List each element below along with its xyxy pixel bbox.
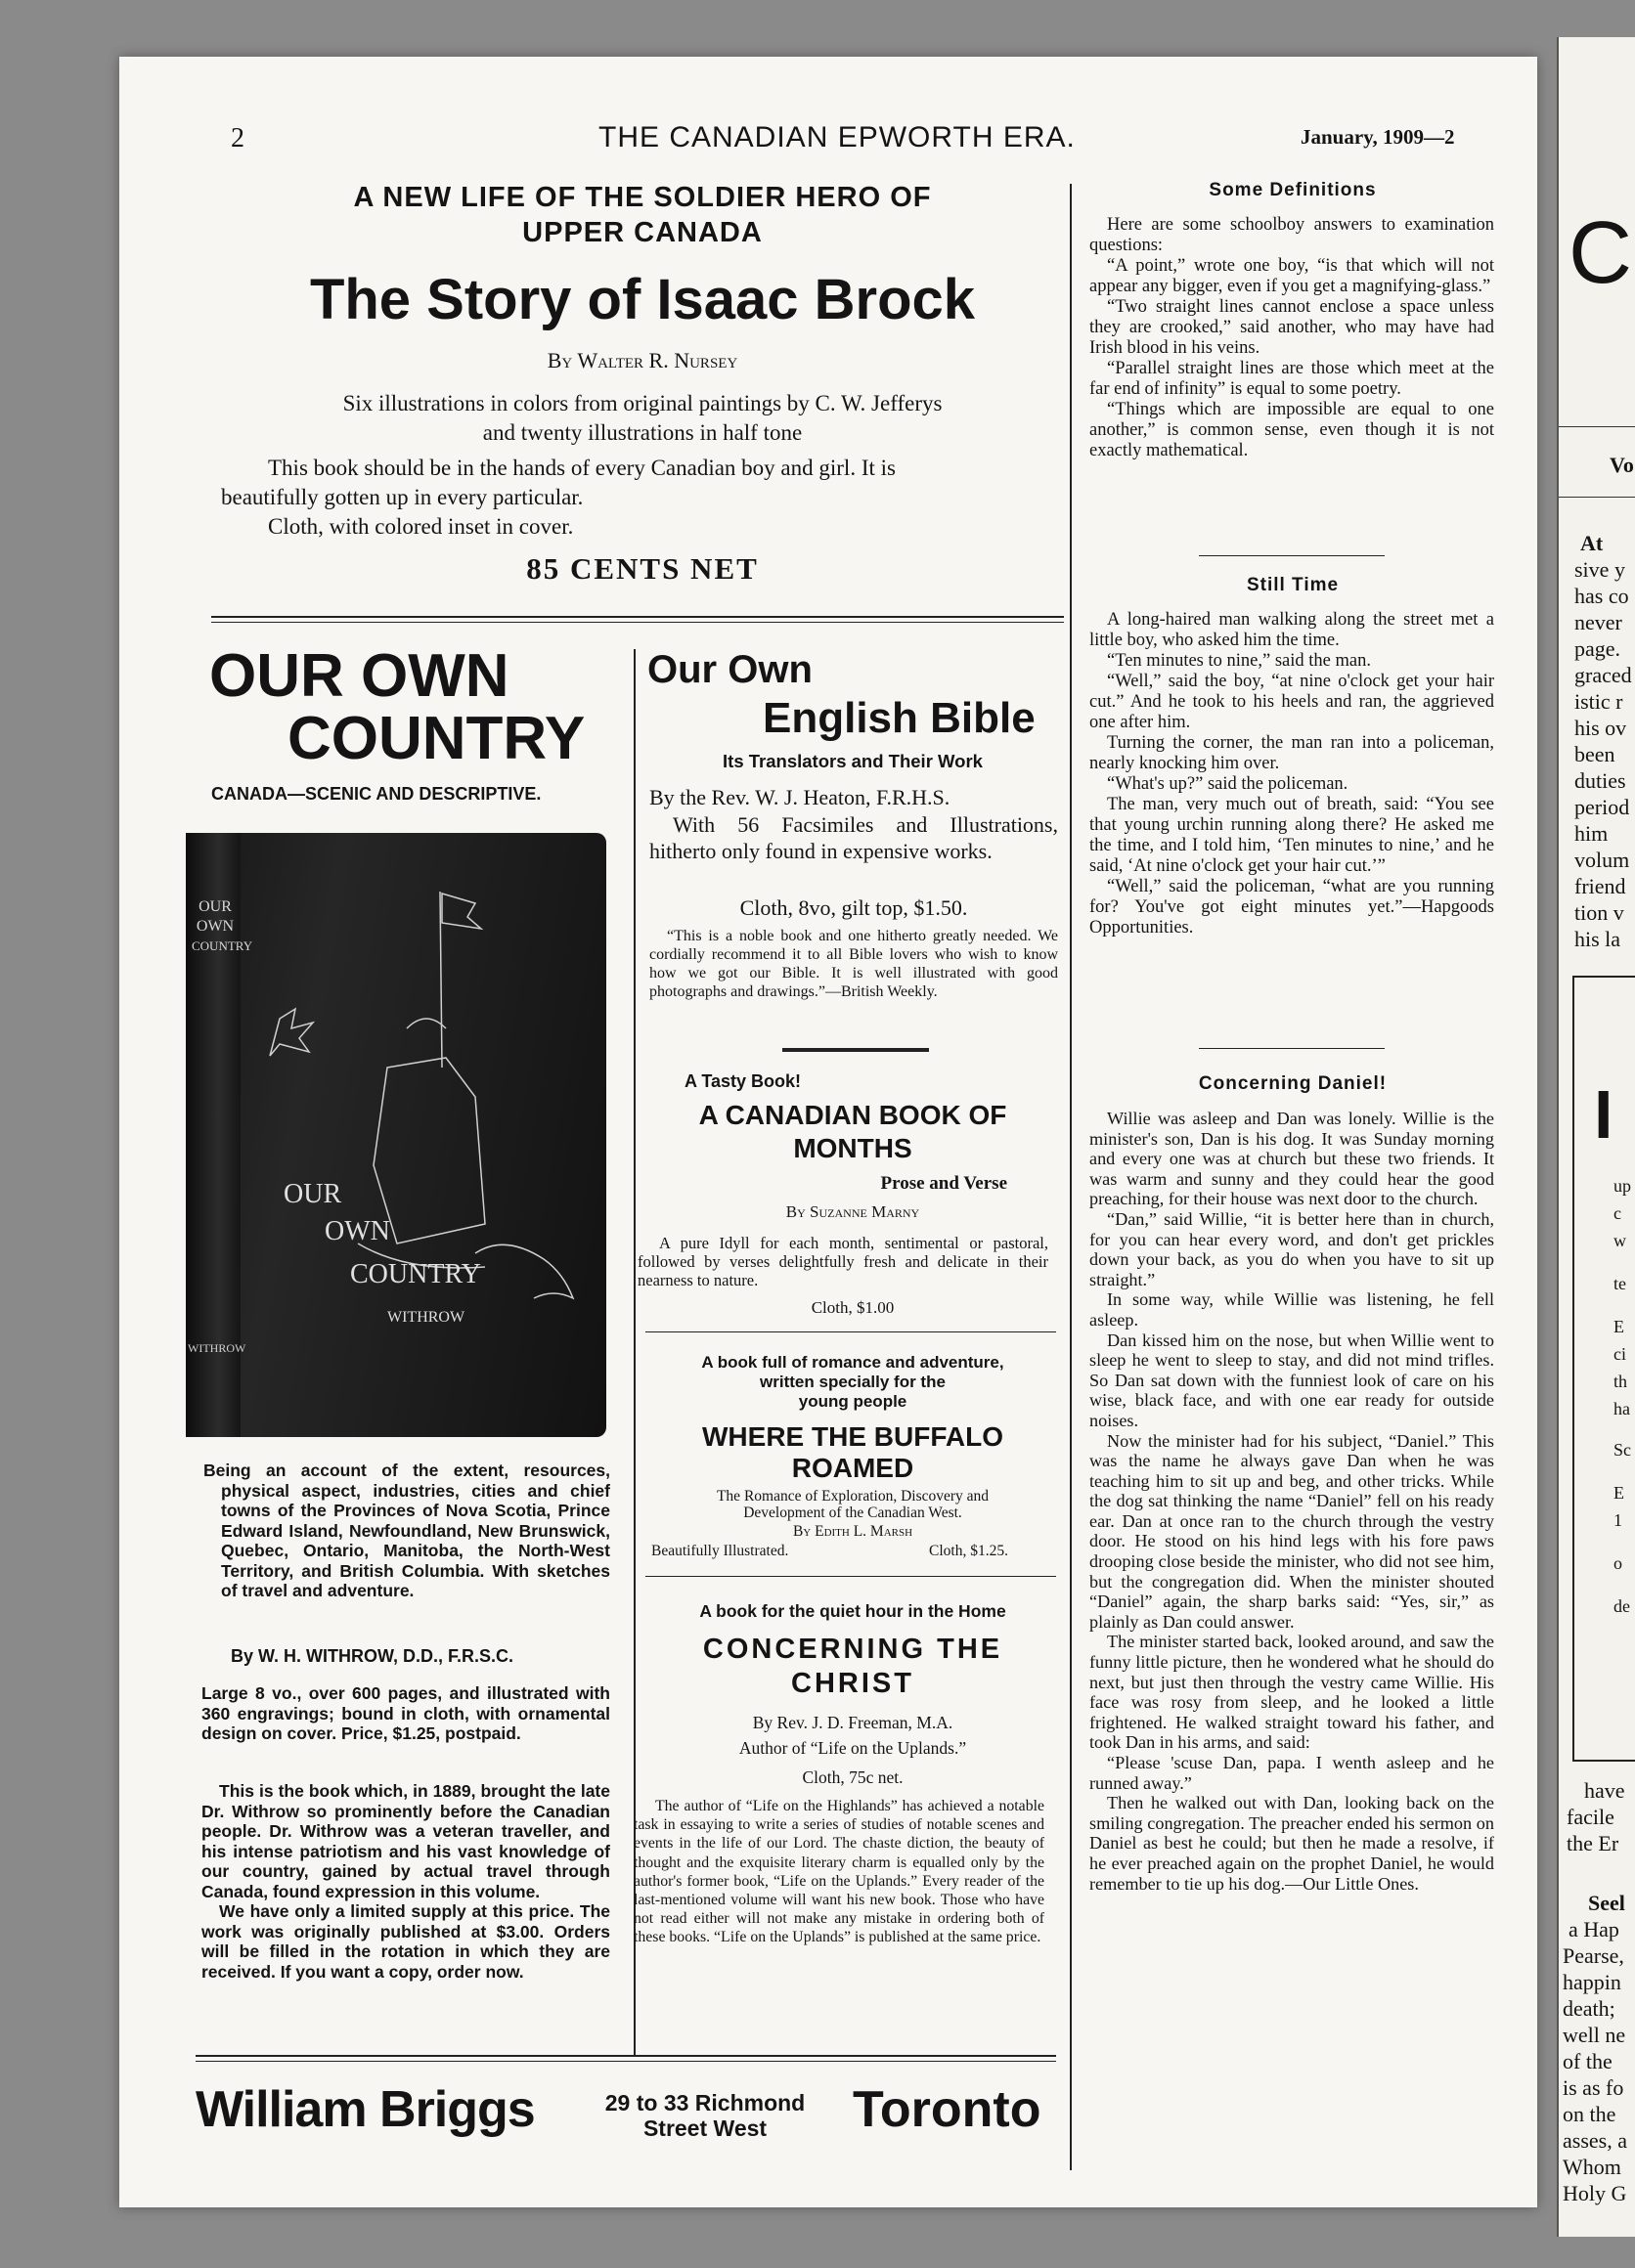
column-rule-right	[1070, 184, 1072, 2170]
next-fragment: ci	[1613, 1344, 1626, 1364]
spine-author: WITHROW	[188, 1341, 246, 1355]
next-box	[1572, 976, 1635, 1762]
christ-desc: The author of “Life on the Highlands” has achieved a notable task in essaying to write a series of studies of notable scenes and events in the life of our Lord. The chaste diction, the beauty of thought and the exquisite literary charm is equalled only by the author's former book, “Life on the Uplands.” Every reader of the last-mentioned volume will want his new book. Those who have not read either will not make any mistake in ordering both of these books. “Life on the Uplands” is published at the same price.	[634, 1798, 1044, 1946]
christ-author-of: Author of “Life on the Uplands.”	[738, 1738, 967, 1758]
footer-city: Toronto	[853, 2081, 1041, 2138]
country-body	[201, 1781, 610, 1982]
daniel-para: “Please 'scuse Dan, papa. I wenth asleep and he runned away.”	[1089, 1753, 1494, 1793]
definitions-heading: Some Definitions	[1209, 180, 1377, 200]
next-fragment: has co	[1574, 584, 1629, 608]
footer-address-line2: Street West	[642, 2115, 768, 2141]
brock-cloth: Cloth, with colored inset in cover.	[268, 514, 574, 539]
country-subtitle: CANADA—SCENIC AND DESCRIPTIVE.	[211, 784, 542, 804]
next-fragment: death;	[1563, 1996, 1615, 2021]
still-time-para: “Well,” said the policeman, “what are you running for? You've got eight minutes yet.”—Hapgoods Opportunities.	[1089, 877, 1494, 938]
brock-kicker-line1: A NEW LIFE OF THE SOLDIER HERO OF	[353, 182, 932, 213]
brock-desc-line2: beautifully gotten up in every particular.	[221, 485, 584, 509]
daniel-para: Now the minister had for his subject, “Daniel.” This was the name he always gave Dan when he was teaching him to sit up and beg, and other tricks. While the dog sat thinking the name “Daniel” fell on his ready ear. Dan at once ran to the church through the vestry door. He stood on his hind legs with his fore paws drooping close beside the minister, who did not see him, but the congregation did. When the minister shouted “Daniel” again, the sharp barks said: “Yes, sir,” as plainly as Dan could answer.	[1089, 1430, 1494, 1632]
daniel-para: Then he walked out with Dan, looking back on the smiling congregation. The preacher ended his sermon on Daniel as best he could; but then he made a resolve, if he ever preached again on the prophet Daniel, he would remember to tie up his dog.—Our Little Ones.	[1089, 1793, 1494, 1894]
footer-rule-top	[196, 2055, 1056, 2057]
buffalo-kicker-line1: A book full of romance and adventure,	[701, 1353, 1004, 1372]
cover-front-author: WITHROW	[387, 1309, 465, 1326]
still-time-para: The man, very much out of breath, said: “You see that young urchin running along there? He asked me the time, and I told him, ‘Ten minutes to nine,’ and he said, ‘At nine o'clock get your hair cut.’”	[1089, 795, 1494, 876]
country-details: Large 8 vo., over 600 pages, and illustrated with 360 engravings; bound in cloth, with ornamental design on cover. Price, $1.25, postpaid.	[201, 1683, 610, 1743]
christ-author: By Rev. J. D. Freeman, M.A.	[752, 1713, 953, 1732]
months-desc: A pure Idyll for each month, sentimental or pastoral, followed by verses delightfully fresh and delicate in their nearness to nature.	[638, 1234, 1048, 1289]
still-time-para: “What's up?” said the policeman.	[1107, 774, 1348, 794]
next-fragment: E	[1613, 1317, 1624, 1336]
divider-months	[645, 1331, 1056, 1332]
months-author: By Suzanne Marny	[785, 1202, 920, 1221]
next-fragment: of the	[1563, 2049, 1613, 2073]
months-price: Cloth, $1.00	[811, 1298, 895, 1317]
country-description-text: Being an account of the extent, resources, physical aspect, industries, cities and chief towns of the Provinces of Nova Scotia, Prince Edward Island, Newfoundland, New Brunswick, Quebec, Ontario, Manitoba, the North-West Territory, and British Columbia. With sketches of travel and adventure.	[203, 1461, 610, 1600]
next-fragment: Whom	[1563, 2155, 1621, 2179]
next-fragment: Seel	[1588, 1891, 1625, 1915]
spine-title-line2: OWN	[196, 918, 235, 935]
months-title	[645, 1099, 1060, 1165]
next-fragment: Sc	[1613, 1440, 1631, 1460]
cover-illustration	[241, 833, 606, 1437]
definitions-para: “Two straight lines cannot enclose a space unless they are crooked,” said another, who may have had Irish blood in his veins.	[1089, 297, 1494, 358]
next-fragment: friend	[1574, 874, 1626, 898]
daniel-para: Dan kissed him on the nose, but when Willie went to sleep he went to sleep to stay, and did not mind trifles. So Dan sat down with the funniest look of care on his wise, black face, and with one ear ready for outside noises.	[1089, 1330, 1494, 1430]
footer-address	[575, 2090, 835, 2141]
next-fragment: is as fo	[1563, 2075, 1624, 2100]
brock-author: By Walter R. Nursey	[547, 348, 738, 372]
still-time-para: “Ten minutes to nine,” said the man.	[1107, 651, 1371, 671]
brock-kicker	[217, 180, 1068, 250]
country-para2: We have only a limited supply at this price. The work was originally published at $3.00. Orders will be filled in the rotation in which they are received. If you want a copy, order now.	[201, 1901, 610, 1982]
next-fragment: a Hap	[1569, 1917, 1619, 1941]
spine-title-line3: COUNTRY	[192, 938, 253, 953]
buffalo-subtitle	[645, 1488, 1060, 1521]
next-fragment: Holy G	[1563, 2181, 1627, 2205]
next-fragment: facile	[1567, 1805, 1614, 1829]
next-fragment: the Er	[1567, 1831, 1619, 1855]
short-rule-1	[782, 1048, 929, 1052]
definitions-para: Here are some schoolboy answers to examination questions:	[1089, 215, 1494, 255]
next-fragment: duties	[1574, 768, 1626, 793]
still-time-body	[1089, 610, 1494, 938]
definitions-para: “Things which are impossible are equal to one another,” is common sense, even though it is not exactly mathematical.	[1089, 400, 1494, 460]
next-fragment: his la	[1574, 927, 1621, 951]
brock-illus-line2: and twenty illustrations in half tone	[482, 420, 803, 445]
next-fragment: At	[1580, 531, 1604, 555]
buffalo-kicker-line3: young people	[798, 1392, 907, 1411]
christ-title	[645, 1633, 1060, 1701]
buffalo-title-line2: ROAMED	[791, 1453, 914, 1483]
cover-front-line1: OUR	[284, 1179, 342, 1209]
next-fragment: up	[1613, 1176, 1631, 1196]
country-author: By W. H. WITHROW, D.D., F.R.S.C.	[231, 1646, 514, 1666]
buffalo-kicker-line2: written specially for the	[760, 1373, 946, 1391]
next-fragment: w	[1613, 1231, 1626, 1250]
next-fragment: th	[1613, 1372, 1628, 1391]
country-para1: This is the book which, in 1889, brought the late Dr. Withrow so prominently before the Canadian people. Dr. Withrow was a veteran traveller, and his intense patriotism and his vast knowledge of our country, gained by actual travel through Canada, found expression in this volume.	[201, 1781, 610, 1901]
brock-description	[221, 454, 1064, 542]
bible-title-line2: English Bible	[763, 694, 1036, 742]
daniel-body	[1089, 1109, 1494, 1894]
next-fragment: on the	[1563, 2102, 1616, 2126]
next-rule-1	[1559, 426, 1635, 427]
next-fragments-lower	[1563, 1777, 1627, 2206]
next-fragment: istic r	[1574, 689, 1623, 714]
bible-quote: “This is a noble book and one hitherto greatly needed. We cordially recommend it to all Bible lovers who wish to know how we got our Bible. It is well illustrated with good photographs and drawings.”—British Weekly.	[649, 928, 1058, 1000]
months-title-line2: MONTHS	[793, 1133, 912, 1163]
spine-title-line1: OUR	[199, 898, 232, 915]
next-fragment: o	[1613, 1553, 1622, 1573]
bible-title-line1: Our Own	[647, 648, 813, 691]
definitions-para: “Parallel straight lines are those which meet at the far end of infinity” is equal to some poetry.	[1089, 359, 1494, 399]
brock-desc-line1: This book should be in the hands of every Canadian boy and girl. It is	[268, 456, 896, 480]
brock-price: 85 CENTS NET	[526, 551, 759, 586]
buffalo-title	[645, 1421, 1060, 1484]
next-page-edge	[1557, 37, 1635, 2237]
next-fragment: graced	[1574, 663, 1632, 687]
brock-title: The Story of Isaac Brock	[309, 268, 976, 331]
short-rule-2	[1199, 555, 1385, 556]
running-title: THE CANADIAN EPWORTH ERA.	[598, 121, 1076, 153]
next-fragment: volum	[1574, 848, 1630, 872]
next-fragment: de	[1613, 1596, 1630, 1616]
next-fragment: E	[1613, 1483, 1624, 1503]
still-time-para: Turning the corner, the man ran into a policeman, nearly knocking him over.	[1089, 733, 1494, 773]
next-fragment: Vo	[1610, 453, 1634, 477]
next-fragment: sive y	[1574, 557, 1625, 582]
bible-subtitle: Its Translators and Their Work	[723, 751, 983, 771]
brock-kicker-line2: UPPER CANADA	[522, 217, 763, 248]
divider-top-thin	[211, 622, 1064, 623]
divider-buffalo	[645, 1576, 1056, 1577]
buffalo-illustrated: Beautifully Illustrated.	[651, 1543, 789, 1559]
next-fragment: been	[1574, 742, 1615, 766]
bible-author: By the Rev. W. J. Heaton, F.R.H.S.	[649, 785, 950, 809]
daniel-para: The minister started back, looked around, and saw the funny little picture, then he wondered what he should do next, but just then through the vestry came Willie. His face was rosy from sleep, and he looked a little frightened. He walked straight toward his father, and took Dan in his arms, and said:	[1089, 1632, 1494, 1753]
next-fragment: I	[1594, 1076, 1613, 1153]
next-fragment: never	[1574, 610, 1622, 634]
still-time-para: A long-haired man walking along the street met a little boy, who asked him the time.	[1089, 610, 1494, 650]
daniel-para: In some way, while Willie was listening, he fell asleep.	[1089, 1289, 1494, 1330]
short-rule-3	[1199, 1048, 1385, 1049]
next-fragment: have	[1584, 1778, 1625, 1803]
next-fragment: asses, a	[1563, 2128, 1627, 2153]
cover-front-line3: COUNTRY	[350, 1259, 481, 1289]
next-fragment: period	[1574, 795, 1630, 819]
next-fragment: ha	[1613, 1399, 1630, 1418]
daniel-heading: Concerning Daniel!	[1198, 1073, 1388, 1094]
buffalo-title-line1: WHERE THE BUFFALO	[702, 1421, 1003, 1452]
brock-illustrations	[217, 389, 1068, 448]
issue-date: January, 1909—2	[1301, 125, 1455, 149]
country-title-line2: COUNTRY	[287, 705, 586, 772]
next-fragment: him	[1574, 821, 1609, 846]
page-number: 2	[231, 123, 244, 153]
christ-price: Cloth, 75c net.	[802, 1767, 904, 1787]
next-fragment: te	[1613, 1274, 1626, 1293]
next-fragment: page.	[1574, 636, 1621, 661]
next-fragment: tion v	[1574, 900, 1624, 925]
next-fragment: well ne	[1563, 2023, 1626, 2047]
spine-title	[192, 897, 253, 956]
christ-title-line1: CONCERNING THE	[702, 1634, 1003, 1665]
definitions-body	[1089, 215, 1494, 461]
footer-address-line1: 29 to 33 Richmond	[604, 2090, 806, 2115]
buffalo-sub-line1: The Romance of Exploration, Discovery and	[716, 1488, 990, 1505]
daniel-para: Willie was asleep and Dan was lonely. Willie is the minister's son, Dan is his dog. It was Sunday morning and every one was at church but these two friends. It was warm and sunny and they could hear the good preaching, for their house was next door to the church.	[1089, 1109, 1494, 1209]
bible-price: Cloth, 8vo, gilt top, $1.50.	[739, 895, 968, 920]
buffalo-price: Cloth, $1.25.	[929, 1543, 1008, 1559]
bible-desc: With 56 Facsimiles and Illustrations, hitherto only found in expensive works.	[649, 812, 1058, 863]
next-fragment: c	[1613, 1203, 1621, 1223]
definitions-para: “A point,” wrote one boy, “is that which will not appear any bigger, even if you get a magnifying-glass.”	[1089, 256, 1494, 296]
still-time-para: “Well,” said the boy, “at nine o'clock get your hair cut.” And he took to his heels and ran, the aggrieved one after him.	[1089, 672, 1494, 732]
footer-publisher: William Briggs	[196, 2081, 535, 2138]
still-time-heading: Still Time	[1246, 575, 1340, 595]
bible-title	[647, 645, 1058, 743]
next-big-letter: C	[1569, 204, 1632, 302]
next-fragments-block	[1574, 530, 1632, 952]
buffalo-sub-line2: Development of the Canadian West.	[743, 1505, 962, 1521]
footer-rule-top-thin	[196, 2061, 1056, 2062]
christ-title-line2: CHRIST	[791, 1668, 914, 1699]
next-rule-2	[1559, 497, 1635, 498]
divider-top	[211, 616, 1064, 618]
country-title-line1: OUR OWN	[209, 642, 509, 710]
country-description	[203, 1461, 610, 1601]
christ-kicker: A book for the quiet hour in the Home	[699, 1601, 1006, 1621]
next-fragment: happin	[1563, 1970, 1621, 1994]
book-cover-image	[186, 833, 606, 1437]
next-fragment: his ov	[1574, 716, 1627, 740]
months-kicker: A Tasty Book!	[685, 1071, 802, 1091]
country-title	[209, 642, 620, 772]
months-title-line1: A CANADIAN BOOK OF	[698, 1100, 1007, 1130]
buffalo-kicker	[645, 1353, 1060, 1412]
daniel-para: “Dan,” said Willie, “it is better here than in church, for you can hear every word, and don't get prickles down your back, as you do when you have to sit up straight.”	[1089, 1208, 1494, 1289]
buffalo-author: By Edith L. Marsh	[792, 1523, 913, 1540]
cover-front-line2: OWN	[325, 1216, 390, 1246]
brock-illus-line1: Six illustrations in colors from original paintings by C. W. Jefferys	[342, 391, 943, 415]
months-subtitle: Prose and Verse	[880, 1173, 1007, 1194]
next-fragment: 1	[1613, 1510, 1622, 1530]
next-fragment: Pearse,	[1563, 1943, 1624, 1968]
